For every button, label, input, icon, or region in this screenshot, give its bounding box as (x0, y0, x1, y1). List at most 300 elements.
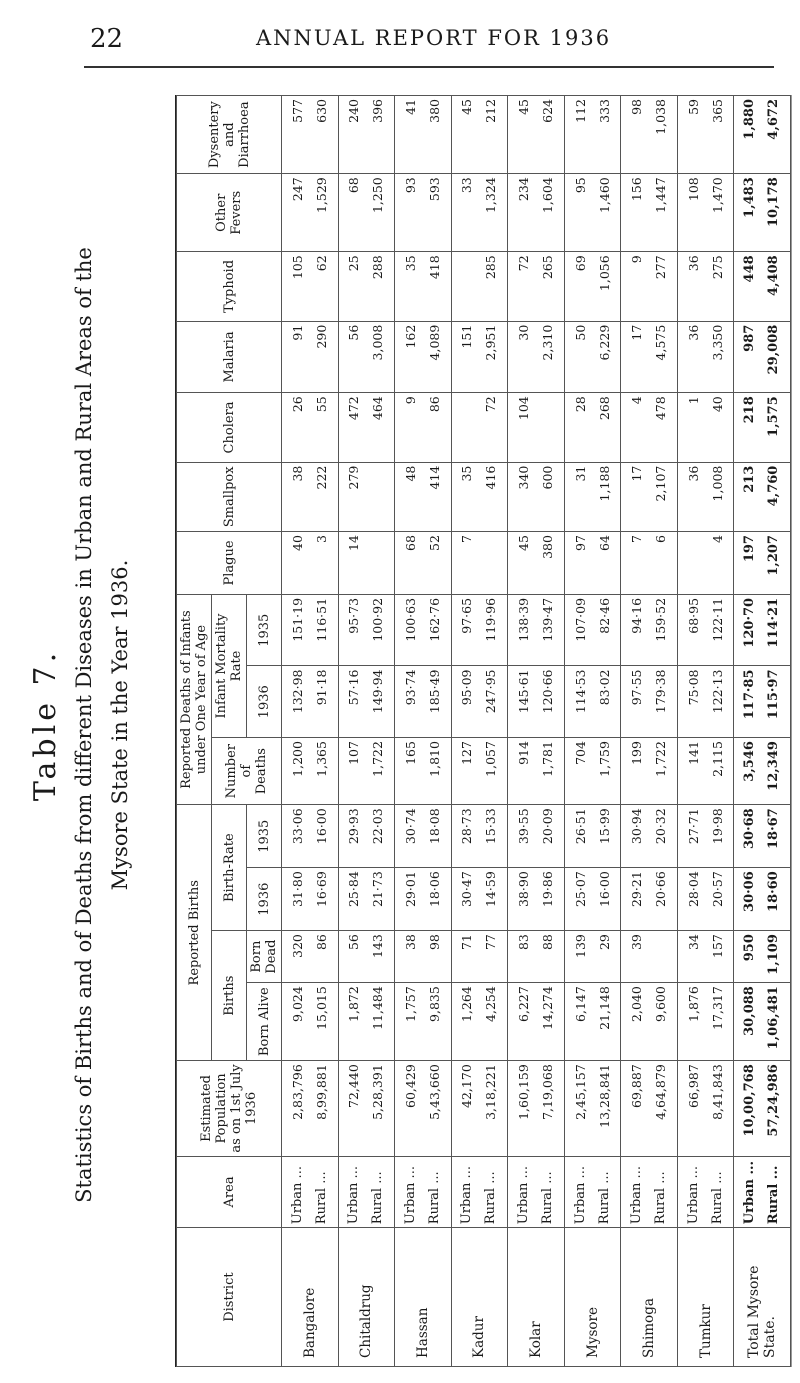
cell-dysentery (451, 96, 508, 174)
urban-value: 27·71 (685, 808, 701, 845)
rural-value: 4,64,879 (653, 1064, 669, 1120)
rural-value: 115·97 (766, 669, 782, 720)
rural-value: 91·18 (313, 669, 329, 706)
rural-value: 16·00 (596, 871, 612, 908)
rural-value: 464 (370, 396, 386, 421)
urban-value: 95·73 (346, 597, 362, 634)
urban-value: 472 (346, 396, 362, 421)
urban-value: 95 (572, 177, 588, 194)
urban-value: 145·61 (515, 669, 531, 714)
urban-value: 1 (685, 396, 701, 405)
cell-malaria (338, 321, 395, 393)
district-row (621, 96, 678, 1367)
cell-smallpox (564, 462, 621, 531)
cell-birth-rate-1936 (282, 868, 339, 931)
header-imr-1936: 1936 (247, 666, 282, 738)
cell-malaria (621, 321, 678, 393)
rural-value: 1,781 (539, 741, 555, 777)
rural-value: 1,759 (596, 741, 612, 777)
area-cell (395, 1156, 452, 1228)
urban-value: 7 (459, 535, 475, 543)
cell-plague (282, 532, 339, 595)
rural-value: 122·13 (709, 669, 725, 714)
rural-value: 185·49 (426, 669, 442, 714)
cell-plague (395, 532, 452, 595)
cell-malaria (451, 321, 508, 393)
rural-value: 122·11 (709, 597, 725, 642)
urban-value: 36 (685, 465, 701, 482)
header-born-dead: Born Dead (247, 931, 282, 983)
rural-value: 143 (370, 934, 386, 958)
rural-value: 396 (370, 99, 386, 123)
urban-value: 213 (742, 465, 758, 493)
urban-value: 2,040 (629, 986, 645, 1022)
rural-value: 6,229 (596, 324, 612, 361)
rural-value: 222 (313, 465, 329, 490)
area-leader-dots: ... (402, 1166, 418, 1179)
rural-value: 29,008 (766, 324, 782, 375)
urban-value: 72,440 (346, 1064, 362, 1108)
rural-value: 1,056 (596, 255, 612, 292)
rural-value: 1,529 (313, 177, 329, 214)
cell-birth-rate-1936 (564, 868, 621, 931)
urban-value: 4 (629, 396, 645, 405)
cell-born-dead (734, 931, 791, 983)
area-leader-dots: ... (346, 1166, 362, 1179)
cell-birth-rate-1936 (338, 868, 395, 931)
cell-imr-1935 (282, 594, 339, 666)
cell-other-fevers (508, 174, 565, 252)
area-leader-dots: ... (596, 1171, 612, 1184)
urban-value: 1,60,159 (515, 1064, 531, 1120)
rural-value: 1,057 (483, 741, 499, 777)
urban-value: 448 (742, 255, 758, 283)
cell-other-fevers (677, 174, 734, 252)
urban-value: 279 (346, 465, 362, 490)
area-leader-dots: ... (685, 1166, 701, 1179)
cell-typhoid (451, 252, 508, 321)
urban-value: 40 (289, 535, 305, 551)
cell-population (677, 1061, 734, 1156)
rural-value: 414 (426, 465, 442, 490)
rural-value: 1,604 (539, 177, 555, 214)
urban-value: 38 (289, 465, 305, 482)
urban-value: 30·94 (629, 808, 645, 845)
rural-value: 29 (596, 934, 612, 951)
header-infant-deaths: Reported Deaths of Infants under One Year of Age (177, 594, 212, 804)
urban-value: 987 (742, 324, 758, 352)
urban-value: 1,876 (685, 986, 701, 1022)
cell-imr-1935 (677, 594, 734, 666)
table-title-line-2: Mysore State in the Year 1936. (108, 559, 132, 891)
cell-typhoid (282, 252, 339, 321)
cell-plague (451, 532, 508, 595)
rural-value: 83·02 (596, 669, 612, 706)
rural-value: 1,365 (313, 741, 329, 777)
urban-value: 97·65 (459, 597, 475, 634)
cell-other-fevers (395, 174, 452, 252)
urban-value: 45 (459, 99, 475, 115)
urban-value: 30 (515, 324, 531, 341)
rural-value: 52 (426, 535, 442, 551)
area-urban: Urban (289, 1182, 305, 1225)
rural-value: 11,484 (370, 986, 386, 1030)
area-cell (451, 1156, 508, 1228)
cell-imr-1935 (451, 594, 508, 666)
urban-value: 71 (459, 934, 475, 951)
urban-value: 30·68 (742, 808, 758, 849)
cell-imr-1936 (395, 666, 452, 738)
rural-value: 1,722 (370, 741, 386, 777)
cell-cholera (282, 393, 339, 462)
district-name: Chitaldrug (338, 1228, 395, 1367)
rural-value: 1,008 (709, 465, 725, 502)
urban-value: 83 (515, 934, 531, 951)
district-row (395, 96, 452, 1367)
urban-value: 95·09 (459, 669, 475, 706)
rural-value: 22·03 (370, 808, 386, 845)
rural-value: 1,447 (653, 177, 669, 214)
district-row (508, 96, 565, 1367)
rural-value: 159·52 (653, 597, 669, 642)
urban-value: 93·74 (402, 669, 418, 706)
rural-value: 15·99 (596, 808, 612, 845)
cell-birth-rate-1936 (677, 868, 734, 931)
urban-value: 2,45,157 (572, 1064, 588, 1120)
cell-cholera (338, 393, 395, 462)
urban-value: 25 (346, 255, 362, 272)
urban-value: 97·55 (629, 669, 645, 706)
rural-value: 247·95 (483, 669, 499, 714)
urban-value: 247 (289, 177, 305, 202)
rural-value: 55 (313, 396, 329, 413)
urban-value: 7 (629, 535, 645, 543)
cell-born-dead (451, 931, 508, 983)
urban-value: 117·85 (742, 669, 758, 720)
urban-value: 28·73 (459, 808, 475, 845)
urban-value: 30·47 (459, 871, 475, 908)
cell-infant-deaths (282, 738, 339, 805)
cell-malaria (564, 321, 621, 393)
area-cell (338, 1156, 395, 1228)
cell-imr-1936 (451, 666, 508, 738)
urban-value: 132·98 (289, 669, 305, 714)
rural-value: 179·38 (653, 669, 669, 714)
rural-value: 15,015 (313, 986, 329, 1030)
cell-plague (621, 532, 678, 595)
cell-imr-1935 (734, 594, 791, 666)
cell-dysentery (564, 96, 621, 174)
cell-infant-deaths (564, 738, 621, 805)
header-malaria: Malaria (177, 321, 282, 393)
cell-birth-rate-1936 (508, 868, 565, 931)
cell-imr-1935 (621, 594, 678, 666)
rural-value: 20·57 (709, 871, 725, 908)
cell-typhoid (508, 252, 565, 321)
urban-value: 127 (459, 741, 475, 765)
cell-cholera (734, 393, 791, 462)
urban-value: 50 (572, 324, 588, 341)
urban-value: 30·06 (742, 871, 758, 912)
rural-value: 4,089 (426, 324, 442, 361)
urban-value: 14 (346, 535, 362, 551)
rural-value: 268 (596, 396, 612, 421)
cell-smallpox (734, 462, 791, 531)
district-name: Mysore (564, 1228, 621, 1367)
rural-value: 290 (313, 324, 329, 349)
urban-value: 72 (515, 255, 531, 272)
rural-value: 6 (653, 535, 669, 543)
cell-imr-1936 (338, 666, 395, 738)
cell-infant-deaths (677, 738, 734, 805)
area-rural: Rural (709, 1187, 725, 1225)
rural-value: 630 (313, 99, 329, 123)
area-cell (734, 1156, 791, 1228)
urban-value: 68 (402, 535, 418, 551)
cell-birth-rate-1935 (338, 805, 395, 868)
rural-value: 1,109 (766, 934, 782, 975)
cell-imr-1936 (621, 666, 678, 738)
urban-value: 240 (346, 99, 362, 123)
rural-value: 86 (426, 396, 442, 413)
rural-value: 57,24,986 (766, 1064, 782, 1137)
urban-value: 45 (515, 99, 531, 115)
urban-value: 30·74 (402, 808, 418, 845)
cell-malaria (734, 321, 791, 393)
urban-value: 1,872 (346, 986, 362, 1022)
urban-value: 104 (515, 396, 531, 421)
rural-value (366, 535, 390, 591)
urban-value: 57·16 (346, 669, 362, 706)
cell-born-alive (564, 983, 621, 1061)
cell-birth-rate-1936 (734, 868, 791, 931)
cell-plague (338, 532, 395, 595)
urban-value: 151 (459, 324, 475, 349)
rural-value: 18·60 (766, 871, 782, 912)
cell-birth-rate-1935 (282, 805, 339, 868)
district-row (338, 96, 395, 1367)
area-leader-dots: ... (653, 1171, 669, 1184)
cell-born-alive (508, 983, 565, 1061)
area-cell (677, 1156, 734, 1228)
rural-value: 5,28,391 (370, 1064, 386, 1120)
rural-value: 3 (313, 535, 329, 543)
header-dysentery: Dysentery and Diarrhoea (177, 96, 282, 174)
district-name: Tumkur (677, 1228, 734, 1367)
rural-value: 418 (426, 255, 442, 280)
urban-value: 36 (685, 255, 701, 272)
urban-value: 914 (515, 741, 531, 765)
rural-value: 5,43,660 (426, 1064, 442, 1120)
running-title: ANNUAL REPORT FOR 1936 (256, 26, 612, 50)
rural-value: 9,600 (653, 986, 669, 1022)
rural-value: 1,188 (596, 465, 612, 502)
cell-birth-rate-1936 (395, 868, 452, 931)
urban-value: 69 (572, 255, 588, 272)
cell-born-dead (564, 931, 621, 983)
rural-value: 1,810 (426, 741, 442, 777)
urban-value: 340 (515, 465, 531, 490)
urban-value: 35 (402, 255, 418, 272)
rural-value: 139·47 (539, 597, 555, 642)
urban-value: 33·06 (289, 808, 305, 845)
cell-other-fevers (734, 174, 791, 252)
area-urban: Urban (572, 1182, 588, 1225)
urban-value: 36 (685, 324, 701, 341)
rural-value: 380 (426, 99, 442, 123)
cell-born-alive (677, 983, 734, 1061)
urban-value: 197 (742, 535, 758, 563)
rural-value: 157 (709, 934, 725, 958)
rural-value: 7,19,068 (539, 1064, 555, 1120)
cell-plague (677, 532, 734, 595)
urban-value: 950 (742, 934, 758, 962)
urban-value: 34 (685, 934, 701, 951)
rural-value: 288 (370, 255, 386, 280)
cell-imr-1935 (564, 594, 621, 666)
cell-birth-rate-1935 (734, 805, 791, 868)
cell-other-fevers (282, 174, 339, 252)
rural-value: 21,148 (596, 986, 612, 1030)
cell-imr-1936 (508, 666, 565, 738)
rural-value: 478 (653, 396, 669, 421)
cell-typhoid (621, 252, 678, 321)
cell-cholera (677, 393, 734, 462)
rural-value: 9,835 (426, 986, 442, 1022)
area-rural: Rural (483, 1187, 499, 1225)
urban-value: 41 (402, 99, 418, 115)
urban-value: 94·16 (629, 597, 645, 634)
rural-value: 8,99,881 (313, 1064, 329, 1120)
cell-cholera (508, 393, 565, 462)
urban-value: 114·53 (572, 669, 588, 714)
urban-value: 56 (346, 934, 362, 951)
rural-value: 1,470 (709, 177, 725, 214)
area-leader-dots: ... (313, 1171, 329, 1184)
urban-value: 138·39 (515, 597, 531, 642)
urban-value: 25·84 (346, 871, 362, 908)
urban-value: 30,088 (742, 986, 758, 1036)
rural-value: 277 (653, 255, 669, 280)
cell-malaria (395, 321, 452, 393)
rural-value: 19·98 (709, 808, 725, 845)
statistics-table (176, 95, 791, 1367)
urban-value: 165 (402, 741, 418, 765)
rural-value: 62 (313, 255, 329, 272)
urban-value: 156 (629, 177, 645, 202)
area-urban: Urban (515, 1182, 531, 1225)
cell-typhoid (395, 252, 452, 321)
cell-birth-rate-1935 (621, 805, 678, 868)
cell-cholera (451, 393, 508, 462)
rural-value: 86 (313, 934, 329, 951)
cell-infant-deaths (734, 738, 791, 805)
cell-smallpox (508, 462, 565, 531)
urban-value: 39 (629, 934, 645, 951)
cell-born-alive (395, 983, 452, 1061)
header-smallpox: Smallpox (177, 462, 282, 531)
cell-other-fevers (621, 174, 678, 252)
rural-value: 17,317 (709, 986, 725, 1030)
cell-other-fevers (451, 174, 508, 252)
urban-value: 26 (289, 396, 305, 413)
urban-value: 9,024 (289, 986, 305, 1022)
rural-value: 1,038 (653, 99, 669, 135)
urban-value: 39·55 (515, 808, 531, 845)
rural-value: 120·66 (539, 669, 555, 714)
rural-value: 12,349 (766, 741, 782, 791)
area-leader-dots: ... (483, 1171, 499, 1184)
cell-birth-rate-1935 (508, 805, 565, 868)
rural-value: 116·51 (313, 597, 329, 642)
cell-born-dead (395, 931, 452, 983)
rural-value: 4,672 (766, 99, 782, 140)
urban-value: 108 (685, 177, 701, 202)
rural-value: 2,951 (483, 324, 499, 361)
cell-born-alive (451, 983, 508, 1061)
area-urban: Urban (742, 1179, 758, 1225)
urban-value: 141 (685, 741, 701, 765)
rural-value: 18·06 (426, 871, 442, 908)
rural-value: 15·33 (483, 808, 499, 845)
cell-dysentery (338, 96, 395, 174)
table-body (282, 96, 791, 1367)
cell-other-fevers (564, 174, 621, 252)
cell-infant-deaths (338, 738, 395, 805)
page-number: 22 (90, 24, 124, 54)
area-leader-dots: ... (629, 1166, 645, 1179)
urban-value: 120·70 (742, 597, 758, 648)
header-plague: Plague (177, 532, 282, 595)
urban-value: 1,200 (289, 741, 305, 777)
cell-birth-rate-1936 (451, 868, 508, 931)
header-typhoid: Typhoid (177, 252, 282, 321)
cell-birth-rate-1935 (564, 805, 621, 868)
district-row (282, 96, 339, 1367)
area-rural: Rural (313, 1187, 329, 1225)
header-reported-births: Reported Births (177, 805, 212, 1061)
rural-value: 82·46 (596, 597, 612, 634)
cell-smallpox (451, 462, 508, 531)
urban-value: 1,757 (402, 986, 418, 1022)
cell-population (282, 1061, 339, 1156)
urban-value: 59 (685, 99, 701, 115)
rural-value (649, 934, 673, 979)
cell-imr-1936 (564, 666, 621, 738)
urban-value: 68 (346, 177, 362, 194)
rural-value: 100·92 (370, 597, 386, 642)
area-urban: Urban (459, 1182, 475, 1225)
area-rural: Rural (370, 1187, 386, 1225)
header-district: District (177, 1228, 282, 1367)
rural-value: 4 (709, 535, 725, 543)
header-birth-rate-1935: 1935 (247, 805, 282, 868)
header-births: Births (212, 931, 247, 1061)
cell-typhoid (564, 252, 621, 321)
rural-value: 624 (539, 99, 555, 123)
area-leader-dots: ... (426, 1171, 442, 1184)
cell-imr-1935 (508, 594, 565, 666)
cell-dysentery (734, 96, 791, 174)
header-other-fevers: Other Fevers (177, 174, 282, 252)
district-row (677, 96, 734, 1367)
urban-value: 38 (402, 934, 418, 951)
district-name: Kolar (508, 1228, 565, 1367)
cell-typhoid (734, 252, 791, 321)
cell-cholera (564, 393, 621, 462)
rural-value: 2,310 (539, 324, 555, 361)
header-cholera: Cholera (177, 393, 282, 462)
